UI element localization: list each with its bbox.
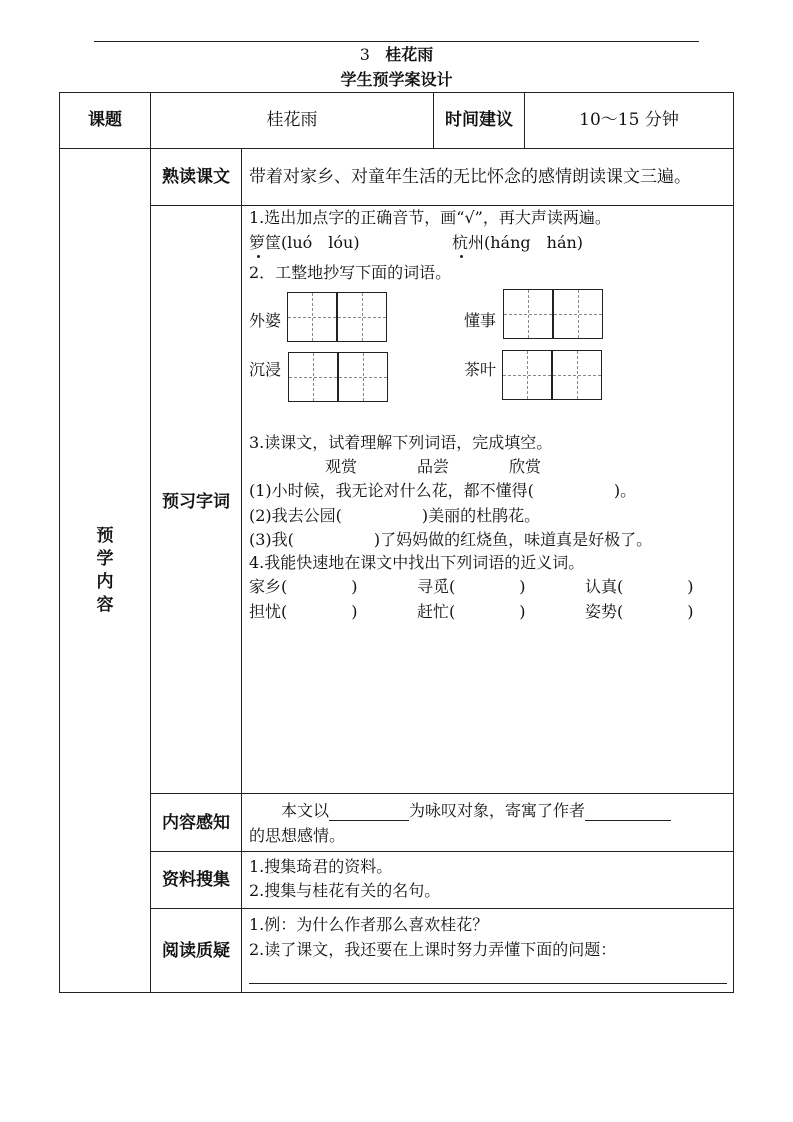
- reading-text: 带着对家乡、对童年生活的无比怀念的感情朗读课文三遍。: [249, 167, 691, 187]
- answer-blank[interactable]: [585, 802, 671, 821]
- time-label: 时间建议: [445, 110, 513, 130]
- perception-part-3: 的思想感情。: [249, 826, 346, 845]
- table-line: [59, 148, 734, 149]
- preview-q3: 3.读课文，试着理解下列词语，完成填空。: [249, 433, 553, 452]
- preview-q2: 2．工整地抄写下面的词语。: [249, 263, 452, 282]
- preview-q4: 4.我能快速地在课文中找出下列词语的近义词。: [249, 553, 585, 572]
- answer-blank[interactable]: [329, 802, 409, 821]
- section-label-char: 内: [96, 572, 114, 592]
- word-option: 观赏: [325, 457, 358, 476]
- table-line: [150, 205, 734, 206]
- table-border-top: [59, 92, 734, 93]
- table-line: [241, 148, 242, 993]
- materials-item: 2.搜集与桂花有关的名句。: [249, 881, 441, 900]
- fill-sentence: (3)我( )了妈妈做的红烧鱼，味道真是好极了。: [249, 530, 653, 549]
- synonym-blank: 赶忙( ): [417, 602, 526, 621]
- table-line: [150, 793, 734, 794]
- copy-word: 懂事: [464, 311, 497, 330]
- lesson-name: 桂花雨: [385, 45, 434, 64]
- reading-label: 熟读课文: [162, 167, 230, 187]
- time-value: 10～15 分钟: [579, 110, 679, 130]
- writing-grid[interactable]: [338, 352, 388, 402]
- fill-sentence: (2)我去公园( )美丽的杜鹃花。: [249, 506, 541, 525]
- pinyin-word-2: 杭州(háng hán): [452, 233, 584, 252]
- writing-grid[interactable]: [553, 289, 603, 339]
- answer-line[interactable]: [249, 983, 727, 984]
- materials-item: 1.搜集琦君的资料。: [249, 857, 393, 876]
- word-option: 品尝: [417, 457, 450, 476]
- writing-grid[interactable]: [503, 289, 553, 339]
- synonym-blank: 认真( ): [585, 577, 694, 596]
- perception-part-2: 为咏叹对象，寄寓了作者: [409, 801, 586, 820]
- questions-item: 2.读了课文，我还要在上课时努力弄懂下面的问题：: [249, 940, 617, 959]
- writing-grid[interactable]: [337, 292, 387, 342]
- lesson-title: [0, 45, 793, 65]
- topic-value: 桂花雨: [266, 110, 318, 130]
- section-label-char: 学: [96, 549, 114, 569]
- copy-word: 茶叶: [464, 360, 497, 379]
- table-line: [150, 908, 734, 909]
- synonym-blank: 担忧( ): [249, 602, 358, 621]
- fill-sentence: (1)小时候，我无论对什么花，都不懂得( )。: [249, 481, 637, 500]
- topic-label: 课题: [88, 110, 122, 130]
- perception-line-1: [249, 801, 671, 821]
- writing-grid[interactable]: [552, 350, 602, 400]
- section-label-char: 预: [96, 526, 114, 546]
- synonym-blank: 寻觅( ): [417, 577, 526, 596]
- emphasis-dot: [257, 255, 260, 258]
- writing-grid[interactable]: [502, 350, 552, 400]
- table-line: [150, 92, 151, 993]
- section-label: [60, 525, 150, 617]
- table-border-right: [733, 92, 734, 993]
- preview-q1: 1.选出加点字的正确音节，画“√”，再大声读两遍。: [249, 208, 611, 227]
- table-line: [150, 851, 734, 852]
- synonym-blank: 姿势( ): [585, 602, 694, 621]
- writing-grid[interactable]: [287, 292, 337, 342]
- header-rule: [94, 41, 699, 42]
- page-subtitle: 学生预学案设计: [340, 70, 453, 89]
- table-border-bottom: [59, 992, 734, 993]
- materials-label: 资料搜集: [162, 870, 230, 890]
- perception-label: 内容感知: [162, 813, 230, 833]
- copy-word: 外婆: [249, 311, 282, 330]
- questions-label: 阅读质疑: [162, 941, 230, 961]
- pinyin-word-1: 箩筐(luó lóu): [249, 233, 360, 252]
- synonym-blank: 家乡( ): [249, 577, 358, 596]
- copy-word: 沉浸: [249, 360, 282, 379]
- emphasis-dot: [460, 255, 463, 258]
- word-option: 欣赏: [509, 457, 542, 476]
- questions-item: 1.例：为什么作者那么喜欢桂花？: [249, 915, 489, 934]
- perception-part-1: 本文以: [281, 801, 330, 820]
- writing-grid[interactable]: [288, 352, 338, 402]
- preview-label: 预习字词: [162, 492, 230, 512]
- section-label-char: 容: [96, 595, 114, 615]
- lesson-number: 3: [359, 45, 370, 64]
